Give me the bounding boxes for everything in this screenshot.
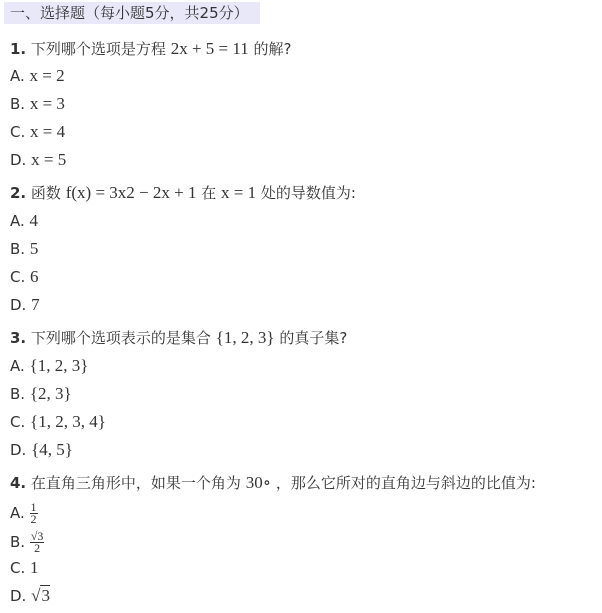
option-letter: D.	[10, 296, 27, 314]
stem-text: 在	[201, 184, 217, 202]
option-letter: B.	[10, 95, 26, 113]
option-letter: B.	[10, 385, 26, 403]
option-math: x = 2	[29, 66, 65, 85]
question-2-option-c	[10, 266, 39, 288]
fraction-numerator: 1	[30, 500, 37, 514]
fraction-denominator: 2	[34, 541, 41, 555]
option-letter: B.	[10, 533, 26, 551]
stem-math: 30∘	[245, 473, 272, 492]
option-letter: C.	[10, 559, 26, 577]
stem-text: 下列哪个选项是方程	[30, 40, 166, 58]
option-math: {1, 2, 3, 4}	[30, 412, 106, 431]
question-3-stem	[10, 327, 347, 349]
option-math: {2, 3}	[29, 384, 72, 403]
option-math: x = 5	[31, 150, 67, 169]
option-letter: A.	[10, 357, 25, 375]
option-letter: B.	[10, 240, 26, 258]
stem-text: 的解?	[253, 40, 292, 58]
stem-text: 函数	[30, 184, 61, 202]
sqrt-radicand: 3	[41, 586, 50, 605]
question-2-option-a	[10, 210, 38, 232]
fraction-numerator: √3	[30, 529, 44, 543]
stem-text: 下列哪个选项表示的是集合	[30, 329, 211, 347]
stem-text: ，那么它所对的直角边与斜边的比值为:	[275, 474, 536, 492]
question-4-option-a	[10, 500, 38, 526]
option-letter: D.	[10, 441, 27, 459]
option-math: x = 4	[30, 122, 66, 141]
question-4-option-c	[10, 557, 39, 579]
question-3-option-b	[10, 383, 72, 405]
option-letter: A.	[10, 67, 25, 85]
fraction	[30, 531, 45, 554]
question-2-stem	[10, 182, 356, 204]
question-number: 3.	[10, 329, 27, 347]
option-math: 5	[29, 239, 39, 258]
question-2-option-d	[10, 294, 40, 316]
question-1-option-b	[10, 93, 65, 115]
option-math: {4, 5}	[31, 440, 73, 459]
stem-math: f(x) = 3x2 − 2x + 1	[65, 183, 197, 202]
stem-text: 的真子集?	[279, 329, 348, 347]
question-1-option-c	[10, 121, 65, 143]
option-math: 4	[29, 211, 39, 230]
option-math: 6	[30, 267, 39, 286]
question-1-option-d	[10, 149, 66, 171]
option-letter: D.	[10, 151, 27, 169]
stem-math: {1, 2, 3}	[215, 328, 275, 347]
option-letter: C.	[10, 413, 26, 431]
stem-text: 在直角三角形中，如果一个角为	[30, 474, 241, 492]
question-3-option-d	[10, 439, 73, 461]
option-letter: A.	[10, 212, 25, 230]
question-number: 4.	[10, 474, 27, 492]
stem-text: 处的导数值为:	[260, 184, 356, 202]
option-math: 7	[31, 295, 40, 314]
question-1-option-a	[10, 65, 65, 87]
section-title: 一、选择题（每小题5分，共25分）	[4, 2, 260, 24]
question-3-option-c	[10, 411, 106, 433]
stem-math: 2x + 5 = 11	[170, 39, 249, 58]
fraction-denominator: 2	[30, 512, 37, 526]
option-math: 1	[30, 558, 39, 577]
question-number: 2.	[10, 184, 27, 202]
option-math	[31, 585, 50, 605]
option-math: {1, 2, 3}	[29, 356, 89, 375]
question-number: 1.	[10, 40, 27, 58]
stem-math: x = 1	[221, 183, 257, 202]
question-1-stem	[10, 38, 292, 60]
option-letter: A.	[10, 504, 25, 522]
option-math: x = 3	[29, 94, 65, 113]
question-4-option-b	[10, 529, 44, 555]
sqrt-sign: √	[31, 586, 41, 605]
option-letter: C.	[10, 123, 26, 141]
question-4-option-d	[10, 585, 50, 607]
option-letter: C.	[10, 268, 26, 286]
fraction	[30, 502, 38, 525]
question-3-option-a	[10, 355, 88, 377]
option-letter: D.	[10, 587, 27, 605]
question-4-stem	[10, 472, 536, 494]
question-2-option-b	[10, 238, 38, 260]
